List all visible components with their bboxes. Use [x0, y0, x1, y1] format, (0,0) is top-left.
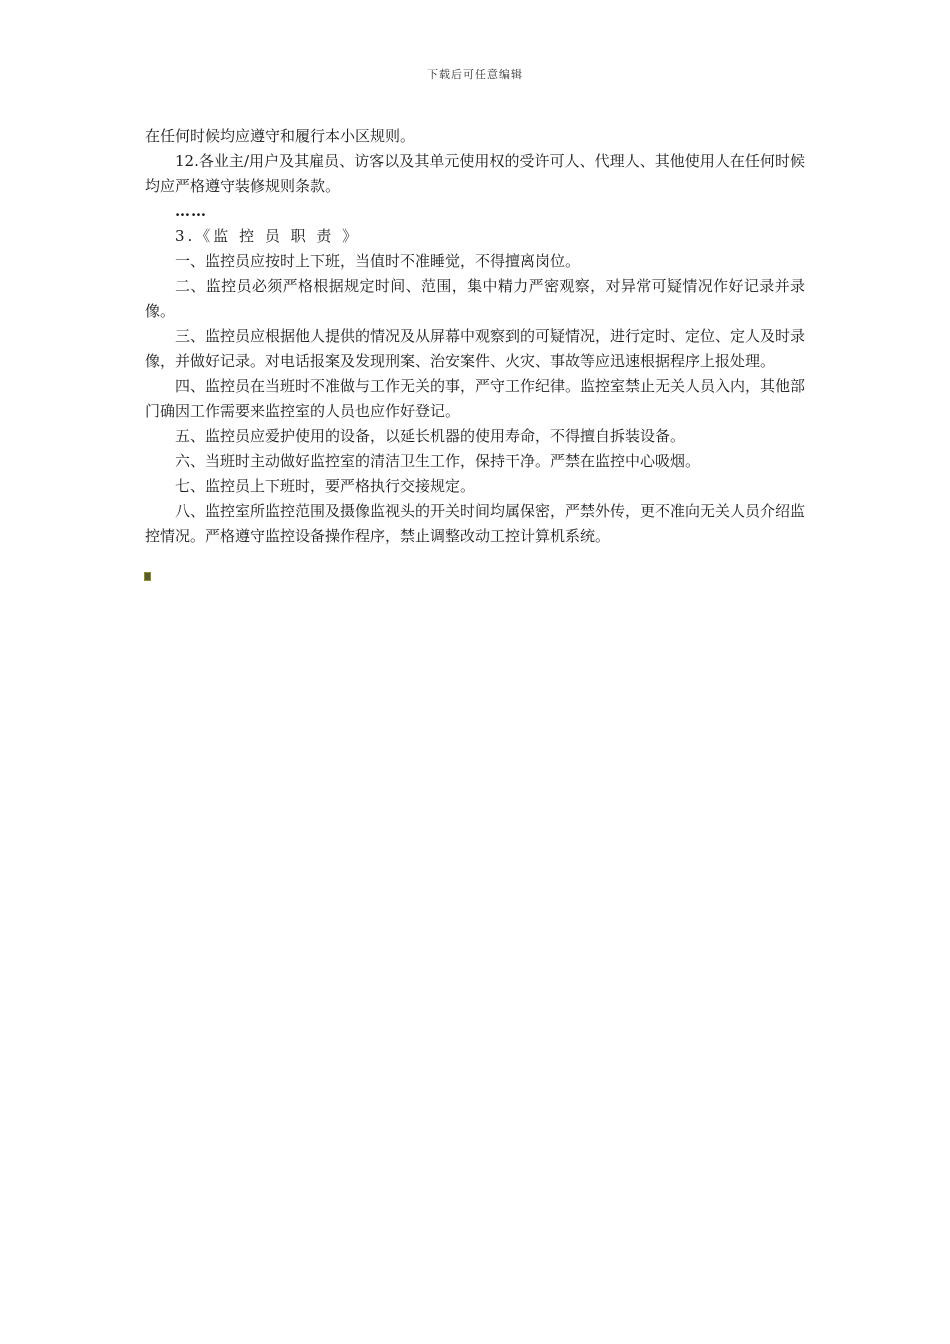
section-title: 3.《监 控 员 职 责 》: [175, 227, 361, 245]
paragraph-ellipsis: ……: [175, 202, 207, 220]
duty-item-1: 一、监控员应按时上下班，当值时不准睡觉，不得擅离岗位。: [175, 252, 581, 270]
duty-item-3: 三、监控员应根据他人提供的情况及从屏幕中观察到的可疑情况，进行定时、定位、定人及时录像，并做好记录。对电话报案及发现刑案、治安案件、火灾、事故等应迅速根据程序上报处理。: [145, 327, 806, 370]
duty-item-4: 四、监控员在当班时不准做与工作无关的事，严守工作纪律。监控室禁止无关人员入内，其他部门确因工作需要来监控室的人员也应作好登记。: [145, 377, 806, 420]
paragraph-continuation: 在任何时候均应遵守和履行本小区规则。: [145, 127, 416, 145]
duty-item-5: 五、监控员应爱护使用的设备，以延长机器的使用寿命，不得擅自拆装设备。: [175, 427, 686, 445]
document-body: [145, 124, 805, 549]
duty-item-6: 六、当班时主动做好监控室的清洁卫生工作，保持干净。严禁在监控中心吸烟。: [175, 452, 701, 470]
duty-item-2: 二、监控员必须严格根据规定时间、范围，集中精力严密观察，对异常可疑情况作好记录并录像。: [145, 277, 805, 320]
duty-item-8: 八、监控室所监控范围及摄像监视头的开关时间均属保密，严禁外传，更不准向无关人员介绍监控情况。严格遵守监控设备操作程序，禁止调整改动工控计算机系统。: [145, 502, 806, 545]
duty-item-7: 七、监控员上下班时，要严格执行交接规定。: [175, 477, 476, 495]
page-header-note: 下载后可任意编辑: [427, 68, 523, 81]
end-of-text-marker: [144, 572, 151, 581]
paragraph-rule-12: 12.各业主/用户及其雇员、访客以及其单元使用权的受许可人、代理人、其他使用人在任何时候均应严格遵守装修规则条款。: [145, 152, 805, 195]
